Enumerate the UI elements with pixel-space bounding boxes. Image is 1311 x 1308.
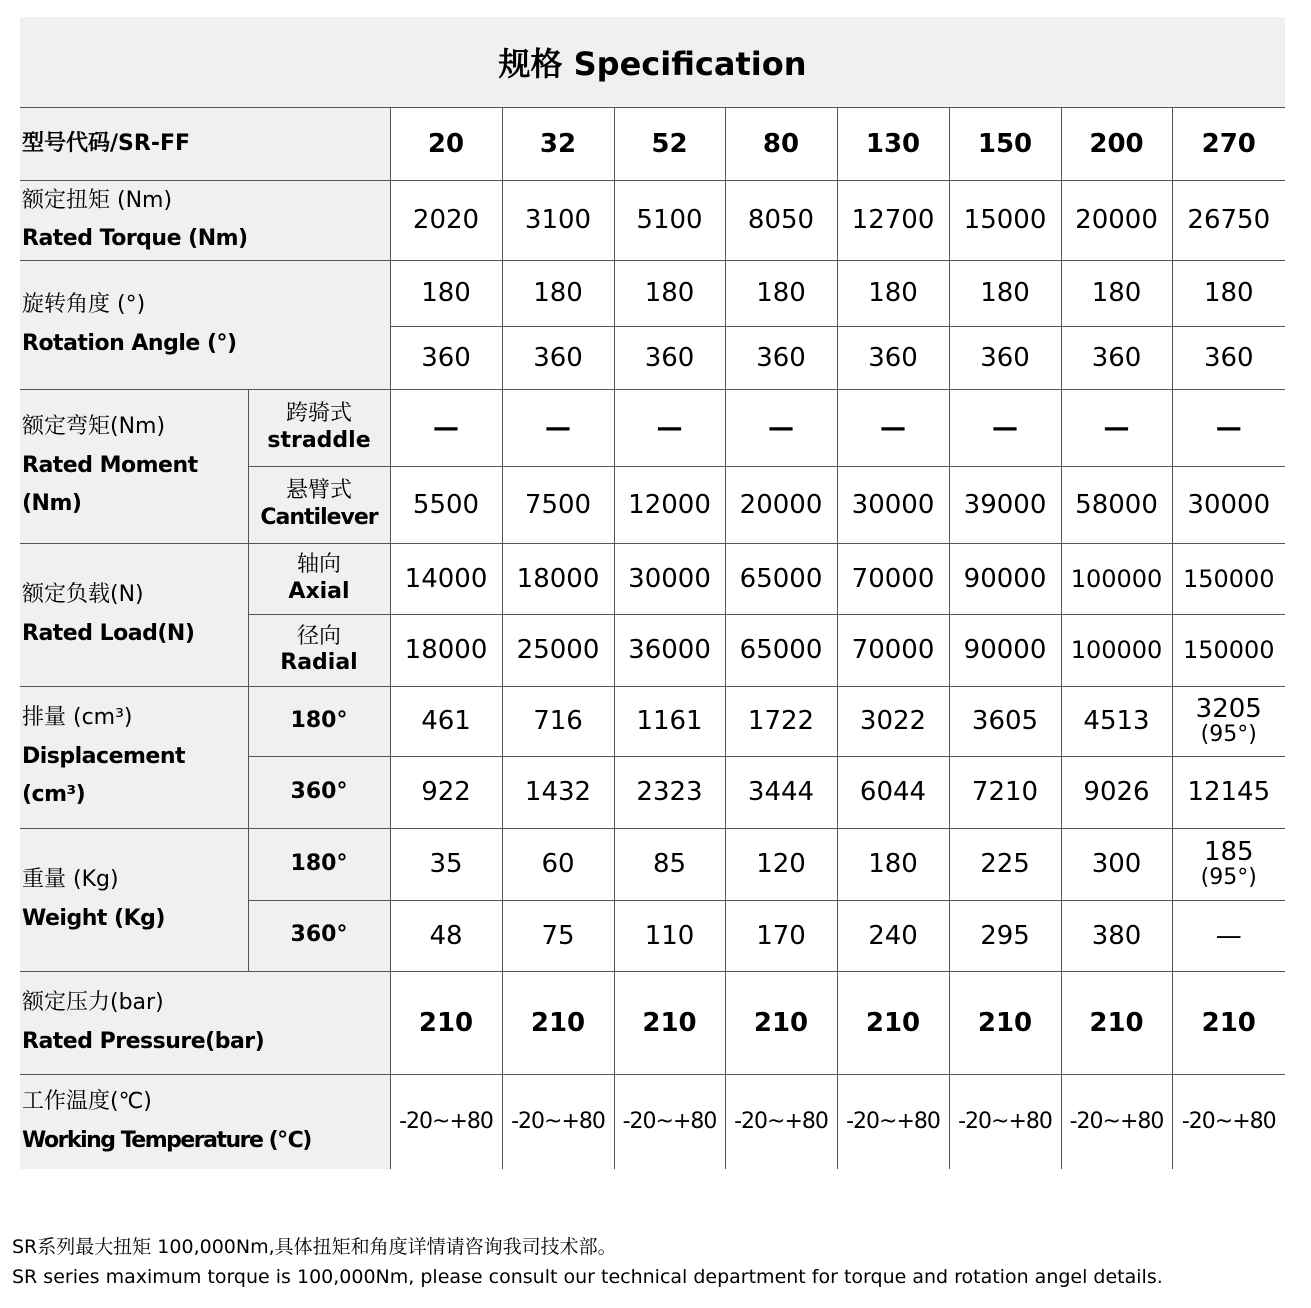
value-cell: 65000 (725, 614, 837, 686)
value-cell: 180 (1172, 260, 1285, 326)
value-cell: — (949, 389, 1061, 466)
value-cell: 716 (502, 686, 614, 756)
value-cell: 60 (502, 828, 614, 900)
value-note: (95°) (1200, 722, 1257, 748)
value-cell: 360 (614, 326, 725, 389)
value-cell: -20~+80 (614, 1074, 725, 1169)
value-cell: 210 (725, 971, 837, 1074)
weight-row-180 (20, 828, 1285, 900)
sub-en: Cantilever (260, 504, 378, 530)
model-cell: 52 (614, 108, 725, 180)
label-en: Rated Pressure(bar) (22, 1028, 265, 1054)
value-cell: -20~+80 (725, 1074, 837, 1169)
value-cell: 12000 (614, 466, 725, 543)
value-cell: 360 (1172, 326, 1285, 389)
value-cell: 39000 (949, 466, 1061, 543)
spec-table (20, 108, 1285, 1169)
model-cell: 130 (837, 108, 949, 180)
sub-en: Axial (288, 578, 350, 604)
model-cell: 80 (725, 108, 837, 180)
model-cell: 20 (390, 108, 502, 180)
value-cell: 58000 (1061, 466, 1172, 543)
value-cell: 90000 (949, 543, 1061, 614)
value-cell: 210 (1061, 971, 1172, 1074)
value-cell: 65000 (725, 543, 837, 614)
value-cell: -20~+80 (390, 1074, 502, 1169)
weight-label (20, 828, 248, 971)
value-cell: 15000 (949, 180, 1061, 260)
load-row-axial (20, 543, 1285, 614)
value-cell: 6044 (837, 756, 949, 828)
label-cn: 旋转角度 (°) (22, 292, 146, 317)
value-cell: 210 (502, 971, 614, 1074)
value-cell: 225 (949, 828, 1061, 900)
value-cell: 180 (390, 260, 502, 326)
temperature-row (20, 1074, 1285, 1169)
value-cell (1172, 686, 1285, 756)
load-label (20, 543, 248, 686)
value-cell: 30000 (837, 466, 949, 543)
value-cell: 26750 (1172, 180, 1285, 260)
value-cell: — (502, 389, 614, 466)
value-cell: 3100 (502, 180, 614, 260)
value-cell: 18000 (502, 543, 614, 614)
sub-cn: 轴向 (297, 552, 342, 578)
value-cell: 360 (949, 326, 1061, 389)
value-cell: 9026 (1061, 756, 1172, 828)
value-cell: 461 (390, 686, 502, 756)
spec-title: 规格 Specification (20, 17, 1285, 108)
value-main: 185 (1203, 836, 1254, 867)
value-cell: 36000 (614, 614, 725, 686)
moment-row-straddle (20, 389, 1285, 466)
value-cell: -20~+80 (1172, 1074, 1285, 1169)
value-cell: 30000 (1172, 466, 1285, 543)
value-cell: -20~+80 (1061, 1074, 1172, 1169)
value-cell: -20~+80 (837, 1074, 949, 1169)
model-row (20, 108, 1285, 180)
value-cell: 110 (614, 900, 725, 971)
value-cell: 4513 (1061, 686, 1172, 756)
value-cell: 180 (949, 260, 1061, 326)
value-cell: 90000 (949, 614, 1061, 686)
sub-cn: 跨骑式 (286, 401, 353, 427)
value-cell: 360 (1061, 326, 1172, 389)
value-cell: 25000 (502, 614, 614, 686)
spec-table-container (20, 17, 1285, 1169)
value-cell: — (1061, 389, 1172, 466)
value-cell: 922 (390, 756, 502, 828)
label-cn: 额定弯矩(Nm) (22, 414, 166, 440)
value-cell: 7500 (502, 466, 614, 543)
value-cell: 70000 (837, 543, 949, 614)
value-cell: 150000 (1172, 543, 1285, 614)
rotation-label (20, 260, 390, 389)
model-cell: 32 (502, 108, 614, 180)
sub-180: 180° (248, 686, 390, 756)
pressure-row (20, 971, 1285, 1074)
displacement-label (20, 686, 248, 828)
value-cell: 120 (725, 828, 837, 900)
footer-note (12, 1232, 1163, 1292)
value-cell: 100000 (1061, 614, 1172, 686)
value-note: (95°) (1200, 865, 1257, 891)
value-cell: 85 (614, 828, 725, 900)
value-cell: 2323 (614, 756, 725, 828)
value-cell: 8050 (725, 180, 837, 260)
value-cell: 210 (949, 971, 1061, 1074)
sub-180: 180° (248, 828, 390, 900)
value-cell: 12700 (837, 180, 949, 260)
model-cell: 150 (949, 108, 1061, 180)
value-cell: 20000 (725, 466, 837, 543)
value-cell: 360 (390, 326, 502, 389)
model-cell: 200 (1061, 108, 1172, 180)
value-cell: 18000 (390, 614, 502, 686)
value-cell: 360 (725, 326, 837, 389)
cantilever-sub-label (248, 466, 390, 543)
value-cell: 5500 (390, 466, 502, 543)
value-cell: 180 (502, 260, 614, 326)
value-cell: — (837, 389, 949, 466)
footer-line-en: SR series maximum torque is 100,000Nm, please consult our technical department for torque and rotation angel details. (12, 1266, 1163, 1288)
value-cell: 3444 (725, 756, 837, 828)
sub-en: Radial (280, 650, 358, 675)
label-cn: 额定扭矩 (Nm) (22, 187, 173, 213)
sub-cn: 悬臂式 (286, 478, 353, 504)
value-cell: 12145 (1172, 756, 1285, 828)
value-cell: 295 (949, 900, 1061, 971)
value-cell: 380 (1061, 900, 1172, 971)
value-cell: 360 (502, 326, 614, 389)
value-cell: 180 (837, 828, 949, 900)
straddle-sub-label (248, 389, 390, 466)
rated-torque-label (20, 180, 390, 260)
value-cell: — (725, 389, 837, 466)
value-cell: — (614, 389, 725, 466)
label-en: Rotation Angle (°) (22, 330, 237, 356)
model-label: 型号代码/SR-FF (20, 108, 390, 180)
value-cell: 35 (390, 828, 502, 900)
label-en: Rated Torque (Nm) (22, 226, 248, 251)
value-cell: 3605 (949, 686, 1061, 756)
value-cell: 2020 (390, 180, 502, 260)
value-cell: 170 (725, 900, 837, 971)
value-cell: 360 (837, 326, 949, 389)
label-cn: 额定压力(bar) (22, 990, 164, 1015)
value-cell: 180 (725, 260, 837, 326)
value-cell: 180 (837, 260, 949, 326)
label-cn: 额定负载(N) (22, 582, 144, 607)
value-main: 3205 (1195, 693, 1262, 724)
label-cn: 排量 (cm³) (22, 705, 133, 731)
value-cell: -20~+80 (502, 1074, 614, 1169)
value-cell: 30000 (614, 543, 725, 614)
label-cn: 工作温度(℃) (22, 1089, 152, 1115)
label-en: Rated Load(N) (22, 620, 195, 646)
value-cell: 210 (390, 971, 502, 1074)
footer-line-cn: SR系列最大扭矩 100,000Nm,具体扭矩和角度详情请咨询我司技术部。 (12, 1236, 617, 1258)
label-cn: 重量 (Kg) (22, 867, 119, 892)
rated-torque-row (20, 180, 1285, 260)
value-cell: 5100 (614, 180, 725, 260)
sub-360: 360° (248, 900, 390, 971)
label-en: Rated Moment (Nm) (22, 452, 198, 517)
value-cell: 150000 (1172, 614, 1285, 686)
label-en: Displacement (cm³) (22, 743, 186, 808)
model-cell: 270 (1172, 108, 1285, 180)
value-cell: 48 (390, 900, 502, 971)
moment-label (20, 389, 248, 543)
value-cell: 210 (1172, 971, 1285, 1074)
value-cell: 1722 (725, 686, 837, 756)
rotation-row-180 (20, 260, 1285, 326)
label-en: Weight (Kg) (22, 905, 165, 931)
value-cell: 14000 (390, 543, 502, 614)
value-cell: 1432 (502, 756, 614, 828)
label-en: Working Temperature (℃) (22, 1127, 311, 1153)
displacement-row-180 (20, 686, 1285, 756)
sub-en: straddle (267, 427, 371, 453)
value-cell: 210 (614, 971, 725, 1074)
value-cell: 210 (837, 971, 949, 1074)
value-cell (1172, 828, 1285, 900)
temperature-label (20, 1074, 390, 1169)
axial-sub-label (248, 543, 390, 614)
value-cell: 240 (837, 900, 949, 971)
value-cell: — (1172, 389, 1285, 466)
value-cell: — (390, 389, 502, 466)
value-cell: 100000 (1061, 543, 1172, 614)
value-cell: 300 (1061, 828, 1172, 900)
value-cell: 180 (614, 260, 725, 326)
value-cell: 7210 (949, 756, 1061, 828)
pressure-label (20, 971, 390, 1074)
radial-sub-label (248, 614, 390, 686)
value-cell: 75 (502, 900, 614, 971)
value-cell: — (1172, 900, 1285, 971)
value-cell: 20000 (1061, 180, 1172, 260)
sub-360: 360° (248, 756, 390, 828)
value-cell: 70000 (837, 614, 949, 686)
value-cell: -20~+80 (949, 1074, 1061, 1169)
value-cell: 1161 (614, 686, 725, 756)
value-cell: 3022 (837, 686, 949, 756)
sub-cn: 径向 (297, 623, 342, 649)
value-cell: 180 (1061, 260, 1172, 326)
